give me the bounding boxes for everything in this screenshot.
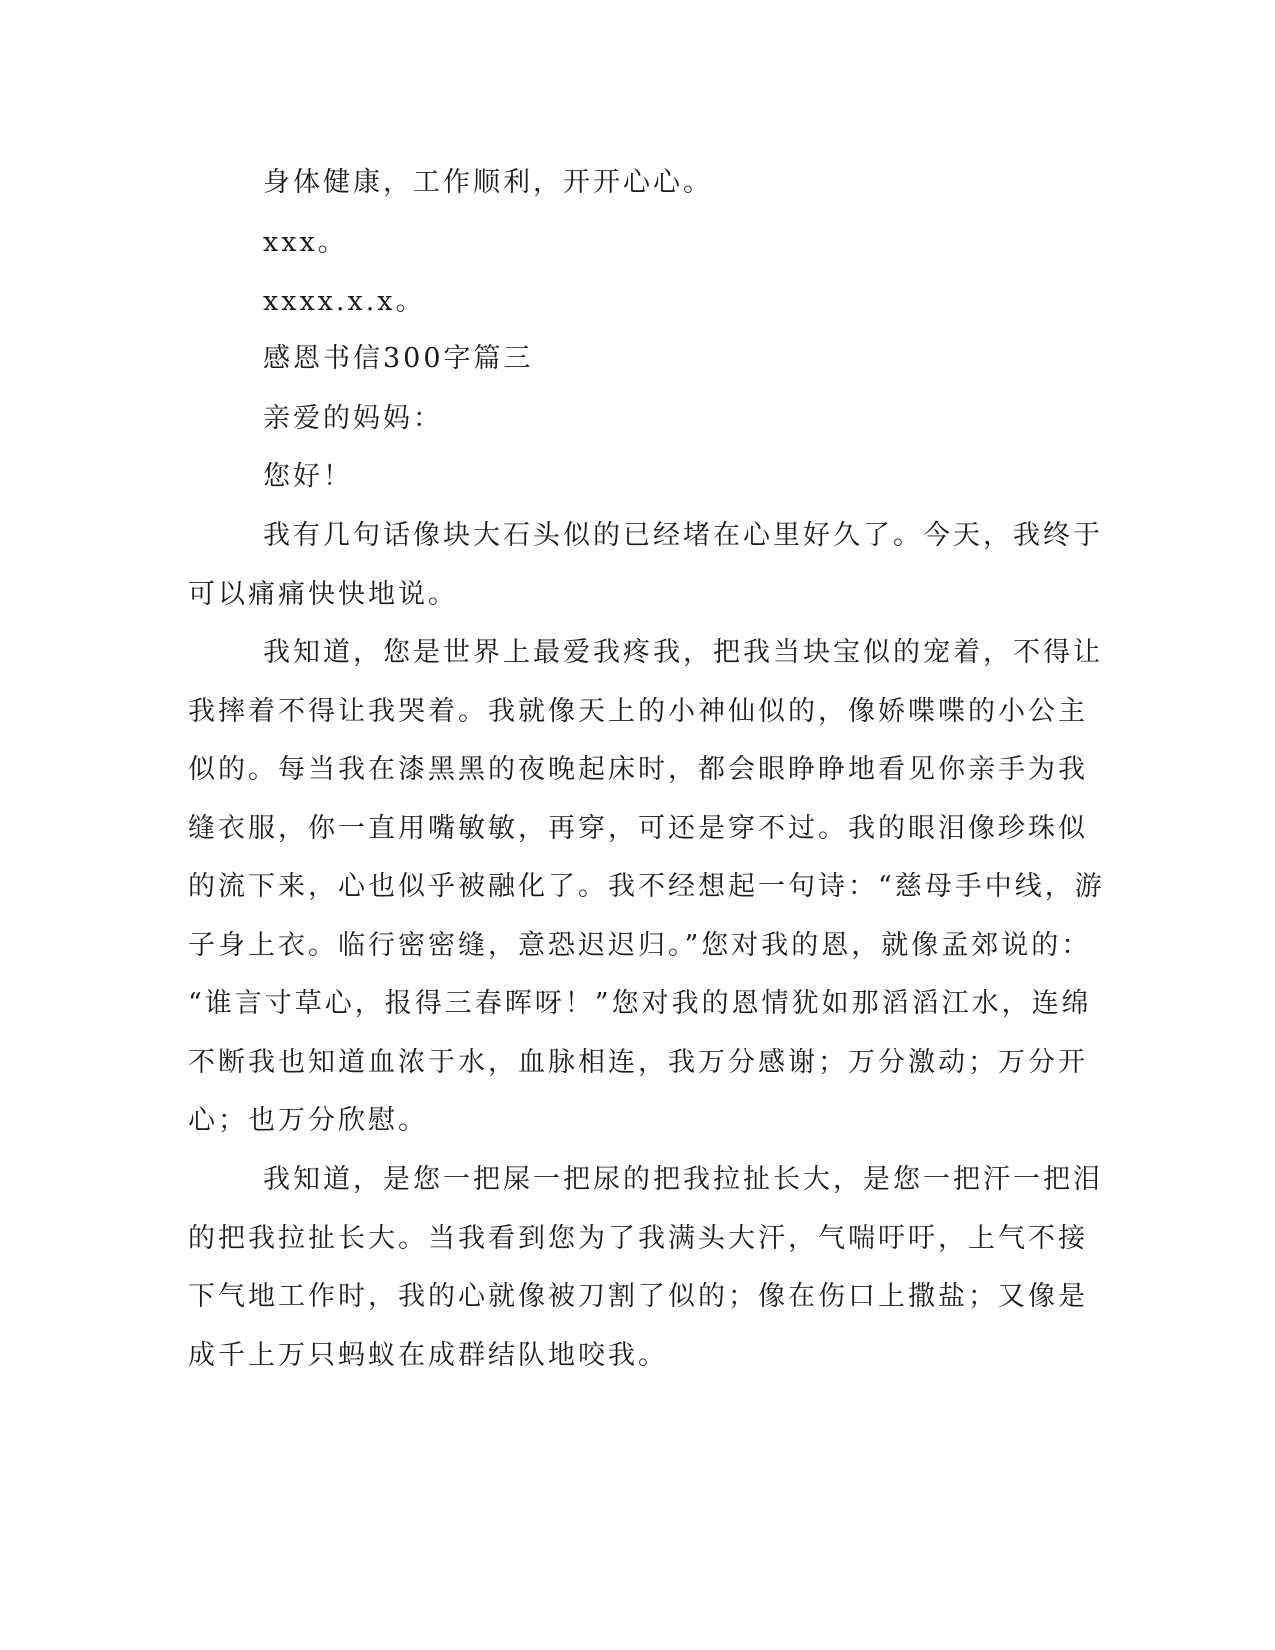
paragraph-1-line-1: 我有几句话像块大石头似的已经堵在心里好久了。今天，我终于 bbox=[263, 520, 1103, 551]
section-heading: 感恩书信300字篇三 bbox=[263, 343, 534, 374]
paragraph-3-line-3: 下气地工作时，我的心就像被刀割了似的；像在伤口上撒盐；又像是 bbox=[188, 1281, 1088, 1312]
letter-greeting: 您好！ bbox=[263, 461, 353, 492]
paragraph-2-line-4: 缝衣服，你一直用嘴敏敏，再穿，可还是穿不过。我的眼泪像珍珠似 bbox=[188, 813, 1088, 844]
paragraph-2-line-2: 我摔着不得让我哭着。我就像天上的小神仙似的，像娇喋喋的小公主 bbox=[188, 696, 1088, 727]
paragraph-2-line-7: “谁言寸草心，报得三春晖呀！”您对我的恩情犹如那滔滔江水，连绵 bbox=[188, 988, 1092, 1019]
paragraph-2-line-8: 不断我也知道血浓于水，血脉相连，我万分感谢；万分激动；万分开 bbox=[188, 1047, 1088, 1078]
paragraph-3-line-2: 的把我拉扯长大。当我看到您为了我满头大汗，气喘吁吁，上气不接 bbox=[188, 1223, 1088, 1254]
paragraph-1-line-2: 可以痛痛快快地说。 bbox=[188, 579, 458, 610]
paragraph-2-line-3: 似的。每当我在漆黑黑的夜晚起床时，都会眼睁睁地看见你亲手为我 bbox=[188, 754, 1088, 785]
signature-date: xxxx.x.x。 bbox=[263, 286, 426, 317]
closing-wish: 身体健康，工作顺利，开开心心。 bbox=[263, 167, 713, 198]
paragraph-3-line-4: 成千上万只蚂蚁在成群结队地咬我。 bbox=[188, 1340, 668, 1371]
signature-name: xxx。 bbox=[263, 227, 348, 258]
letter-salutation: 亲爱的妈妈： bbox=[263, 403, 443, 434]
paragraph-2-line-9: 心；也万分欣慰。 bbox=[188, 1105, 428, 1136]
paragraph-3-line-1: 我知道，是您一把屎一把尿的把我拉扯长大，是您一把汗一把泪 bbox=[263, 1164, 1103, 1195]
paragraph-2-line-6: 子身上衣。临行密密缝，意恐迟迟归。”您对我的恩，就像孟郊说的： bbox=[188, 930, 1092, 961]
paragraph-2-line-5: 的流下来，心也似乎被融化了。我不经想起一句诗：“慈母手中线，游 bbox=[188, 871, 1105, 902]
paragraph-2-line-1: 我知道，您是世界上最爱我疼我，把我当块宝似的宠着，不得让 bbox=[263, 637, 1103, 668]
